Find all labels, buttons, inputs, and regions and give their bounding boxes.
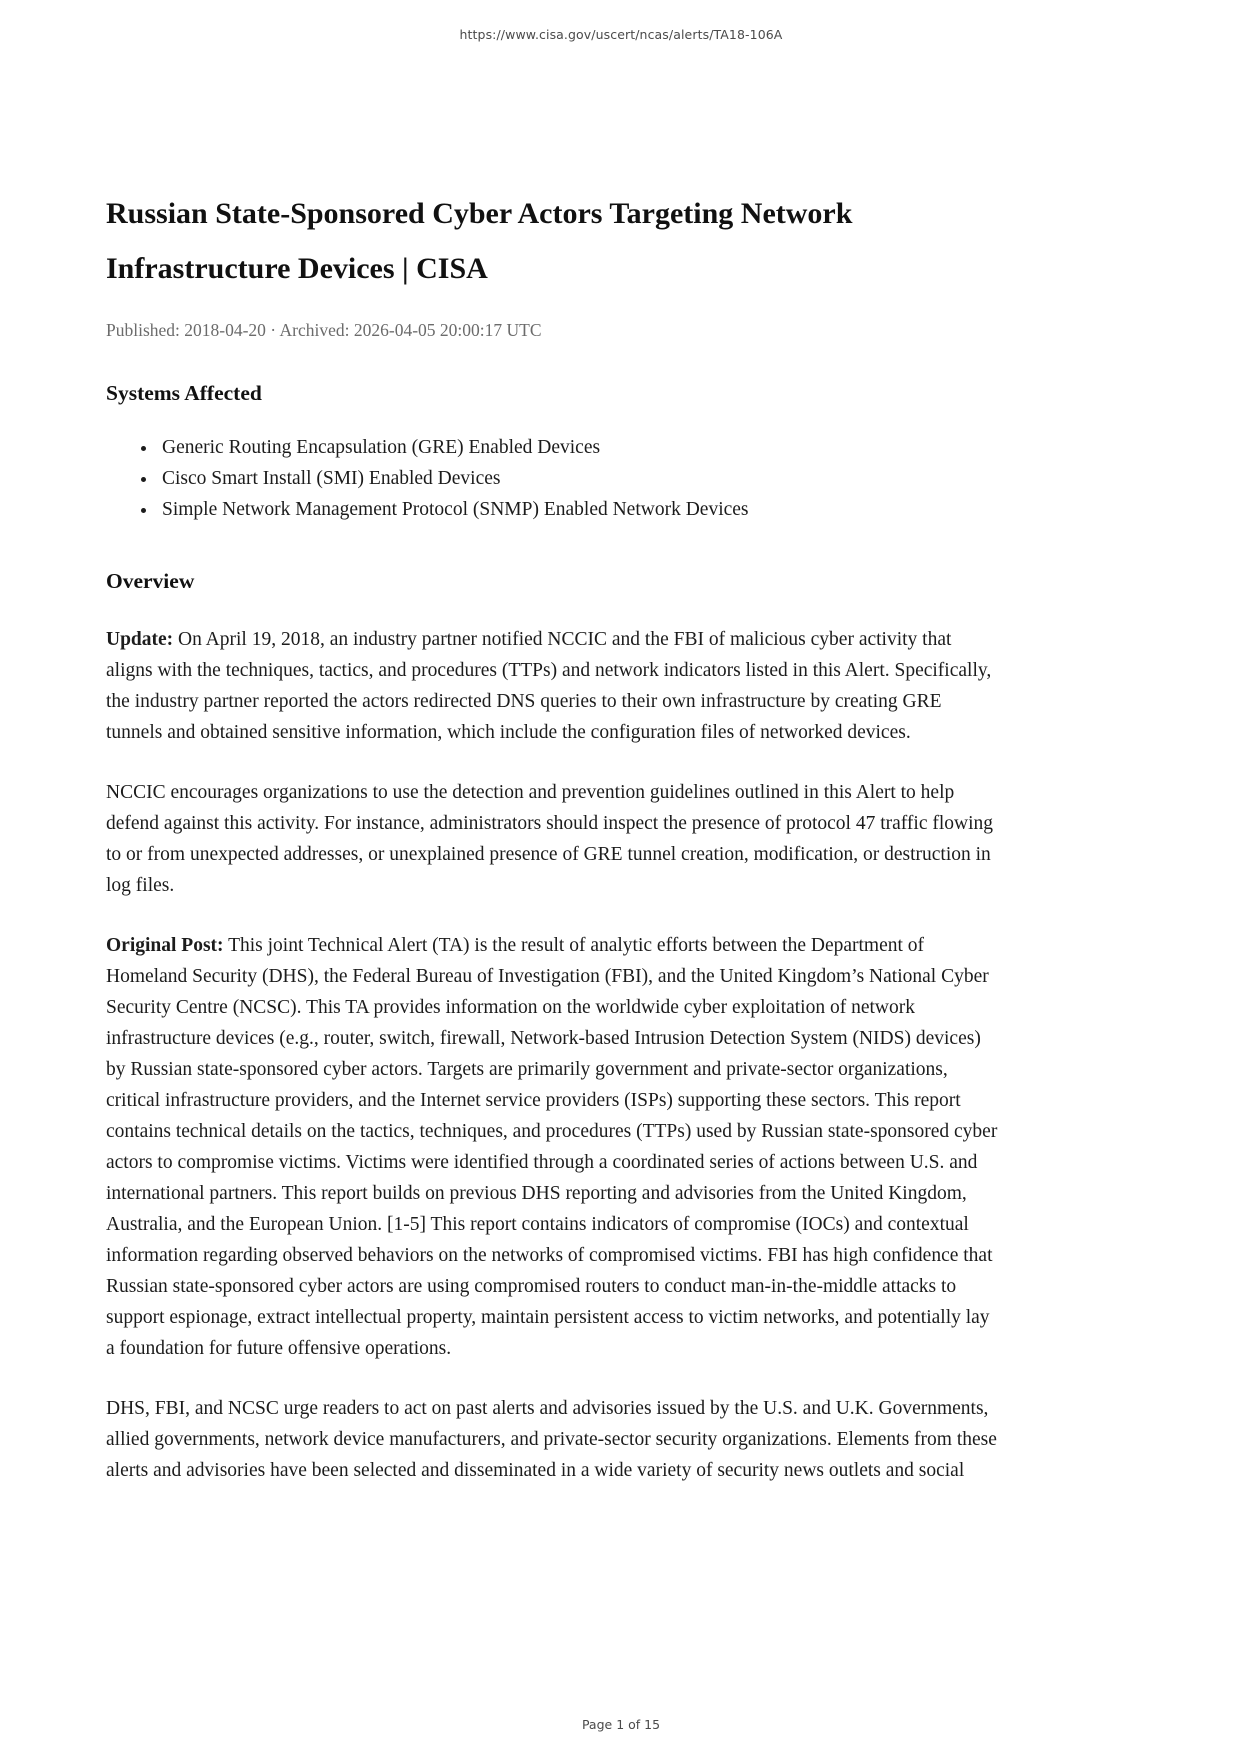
- paragraph-lead: Original Post:: [106, 935, 224, 956]
- list-item: • Simple Network Management Protocol (SNMP) Enabled Network Devices: [158, 494, 1002, 525]
- list-item: • Generic Routing Encapsulation (GRE) Enabled Devices: [158, 432, 1002, 463]
- systems-affected-heading: Systems Affected: [106, 381, 262, 405]
- list-item: • Cisco Smart Install (SMI) Enabled Devices: [158, 463, 1002, 494]
- page-number-footer: Page 1 of 15: [581, 1717, 661, 1732]
- overview-paragraph-original-post: [106, 930, 1002, 1364]
- overview-heading: Overview: [106, 569, 195, 593]
- document-body: [106, 186, 1002, 1515]
- systems-affected-section: [106, 381, 1002, 525]
- overview-section: [106, 569, 1002, 1486]
- print-header-url: https://www.cisa.gov/uscert/ncas/alerts/TA18-106A: [459, 27, 783, 42]
- paragraph-text: NCCIC encourages organizations to use the detection and prevention guidelines outlined in this Alert to help defend against this activity. For instance, administrators should inspect the presence of protocol 47 traffic flowing to or from unexpected addresses, or unexplained presence of GRE tunnel creation, modification, or destruction in log files.: [106, 782, 994, 896]
- page-title: Russian State-Sponsored Cyber Actors Targeting Network Infrastructure Devices | CISA: [106, 197, 853, 285]
- overview-paragraph-nccic: [106, 777, 1002, 901]
- overview-paragraph-update: [106, 624, 1002, 748]
- published-archived-meta: Published: 2018-04-20 · Archived: 2026-04-05 20:00:17 UTC: [106, 320, 542, 340]
- paragraph-lead: Update:: [106, 629, 174, 650]
- paragraph-text: This joint Technical Alert (TA) is the result of analytic efforts between the Department of Homeland Security (DHS), the Federal Bureau of Investigation (FBI), and the United Kingdom’s National Cyber Security Centre (NCSC). This TA provides information on the worldwide cyber exploitation of network infrastructure devices (e.g., router, switch, firewall, Network-based Intrusion Detection System (NIDS) devices) by Russian state-sponsored cyber actors. Targets are primarily government and private-sector organizations, critical infrastructure providers, and the Internet service providers (ISPs) supporting these sectors. This report contains technical details on the tactics, techniques, and procedures (TTPs) used by Russian state-sponsored cyber actors to compromise victims. Victims were identified through a coordinated series of actions between U.S. and international partners. This report builds on previous DHS reporting and advisories from the United Kingdom, Australia, and the European Union. [1-5] This report contains indicators of compromise (IOCs) and contextual information regarding observed behaviors on the networks of compromised victims. FBI has high confidence that Russian state-sponsored cyber actors are using compromised routers to conduct man-in-the-middle attacks to support espionage, extract intellectual property, maintain persistent access to victim networks, and potentially lay a foundation for future offensive operations.: [106, 935, 998, 1359]
- systems-affected-list: [106, 432, 1002, 525]
- paragraph-text: DHS, FBI, and NCSC urge readers to act on past alerts and advisories issued by the U.S. and U.K. Governments, allied governments, network device manufacturers, and private-sector security organizations. Elements from these alerts and advisories have been selected and disseminated in a wide variety of security news outlets and social: [106, 1398, 997, 1481]
- paragraph-text: On April 19, 2018, an industry partner notified NCCIC and the FBI of malicious cyber activity that aligns with the techniques, tactics, and procedures (TTPs) and network indicators listed in this Alert. Specifically, the industry partner reported the actors redirected DNS queries to their own infrastructure by creating GRE tunnels and obtained sensitive information, which include the configuration files of networked devices.: [106, 629, 992, 743]
- overview-paragraph-urge: [106, 1393, 1002, 1486]
